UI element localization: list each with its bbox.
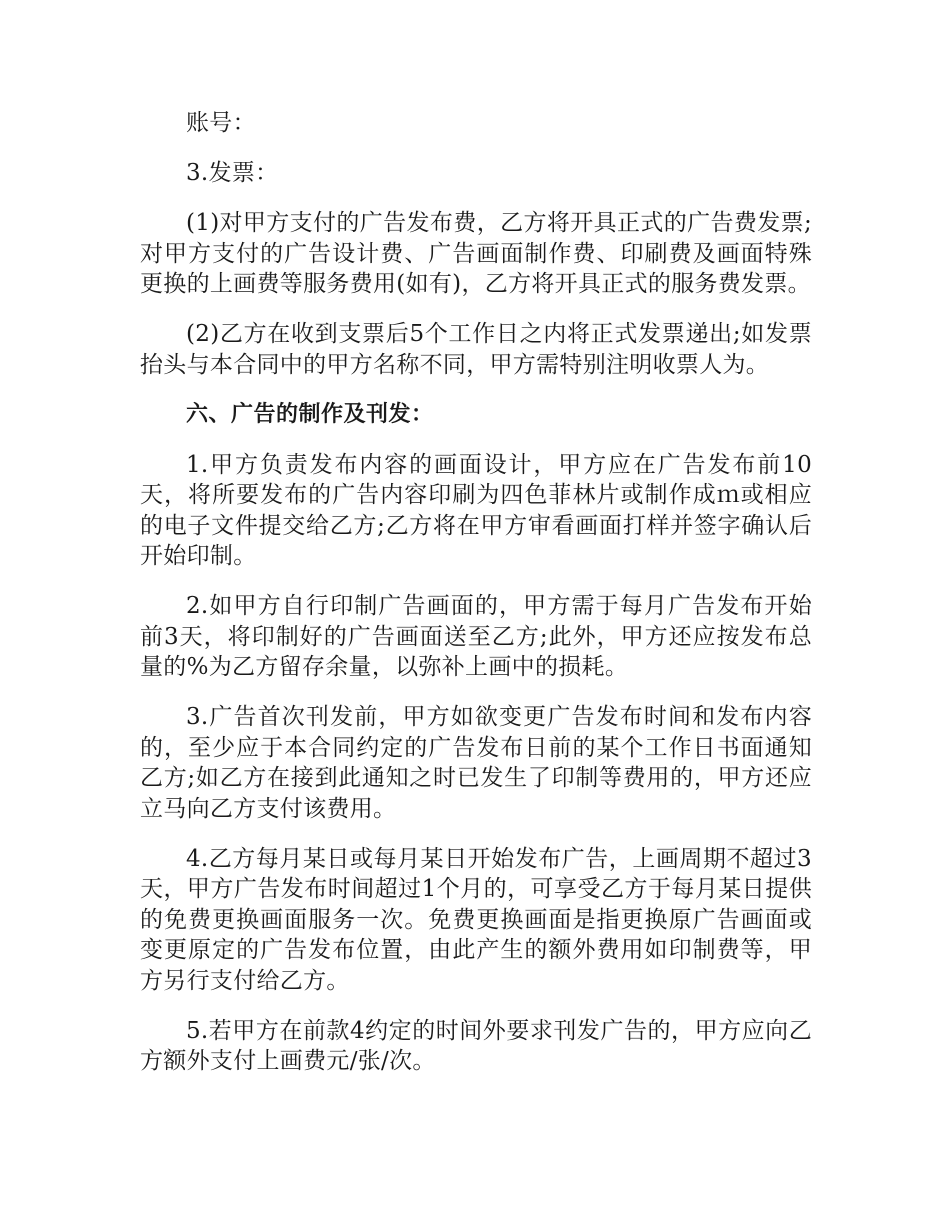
invoice-clause-title: 3.发票： — [186, 160, 279, 186]
production-clause-4: 4.乙方每月某日或每月某日开始发布广告，上画周期不超过3天，甲方广告发布时间超过1个月的，可享受乙方于每月某日提供的免费更换画面服务一次。免费更换画面是指更换原广告画面或变更原定的广告发布位置，由此产生的额外费用如印制费等，甲方另行支付给乙方。 — [140, 845, 812, 994]
section-heading-ad-production: 六、广告的制作及刊发： — [186, 401, 434, 427]
document-body — [140, 108, 812, 1096]
production-clause-3: 3.广告首次刊发前，甲方如欲变更广告发布时间和发布内容的，至少应于本合同约定的广告发布日前的某个工作日书面通知乙方;如乙方在接到此通知之时已发生了印制等费用的，甲方还应立马向乙方支付该费用。 — [140, 704, 812, 822]
invoice-clause-1: (1)对甲方支付的广告发布费，乙方将开具正式的广告费发票;对甲方支付的广告设计费、广告画面制作费、印刷费及画面特殊更换的上画费等服务费用(如有)，乙方将开具正式的服务费发票。 — [140, 210, 812, 297]
production-clause-5: 5.若甲方在前款4约定的时间外要求刊发广告的，甲方应向乙方额外支付上画费元/张/次。 — [140, 1017, 812, 1074]
production-clause-1: 1.甲方负责发布内容的画面设计，甲方应在广告发布前10天，将所要发布的广告内容印刷为四色菲林片或制作成ｍ或相应的电子文件提交给乙方;乙方将在甲方审看画面打样并签字确认后开始印制。 — [140, 451, 812, 569]
production-clause-2: 2.如甲方自行印制广告画面的，甲方需于每月广告发布开始前3天，将印制好的广告画面送至乙方;此外，甲方还应按发布总量的%为乙方留存余量，以弥补上画中的损耗。 — [140, 593, 812, 680]
invoice-clause-2: (2)乙方在收到支票后5个工作日之内将正式发票递出;如发票抬头与本合同中的甲方名称不同，甲方需特别注明收票人为。 — [140, 321, 812, 378]
account-number-line: 账号： — [186, 110, 256, 136]
